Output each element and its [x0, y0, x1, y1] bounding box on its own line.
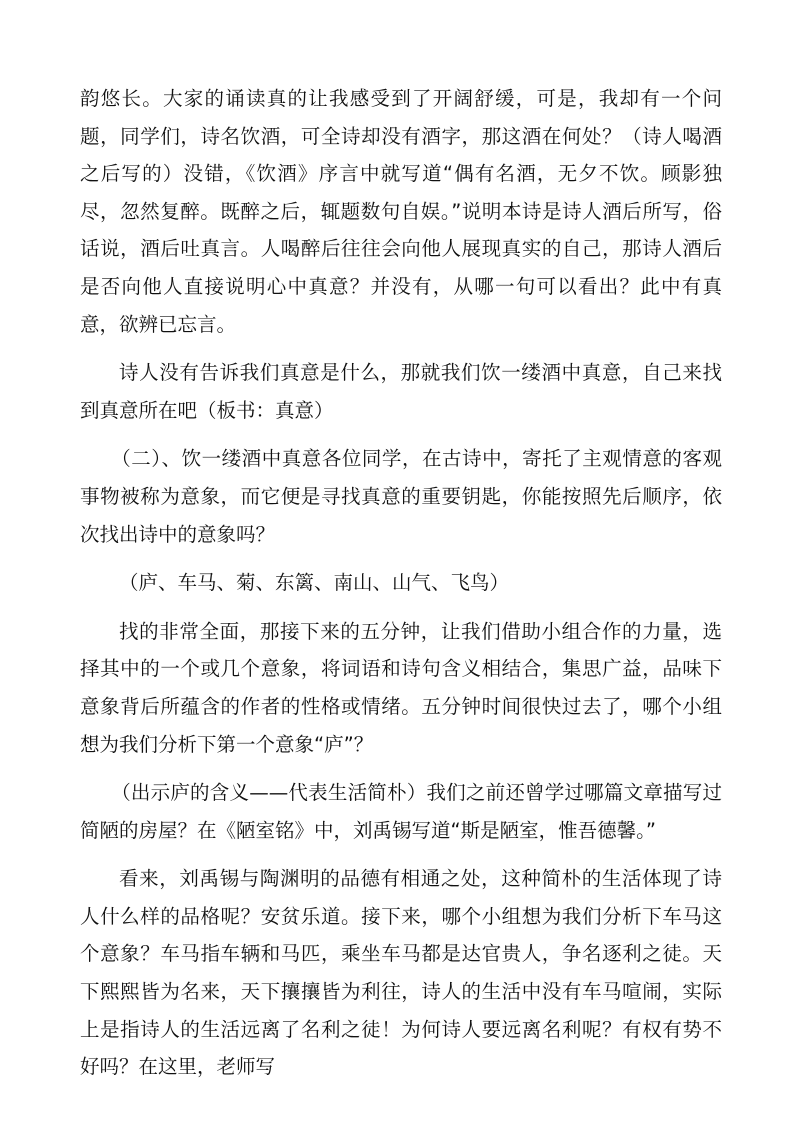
paragraph-gap: [80, 553, 722, 564]
document-body: [80, 80, 722, 1086]
paragraph-gap: [80, 429, 722, 440]
paragraph-4: （庐、车马、菊、东篱、南山、山气、飞鸟）: [119, 571, 510, 595]
paragraph-gap: [80, 343, 722, 354]
paragraph-5: 找的非常全面，那接下来的五分钟，让我们借助小组合作的力量，选择其中的一个或几个意象，将词语和诗句含义相结合，集思广益，品味下意象背后所蕴含的作者的性格或情绪。五分钟时间很快过去了，哪个小组想为我们分析下第一个意象“庐”？: [80, 619, 722, 756]
paragraph-gap: [80, 849, 722, 860]
paragraph-gap: [80, 763, 722, 774]
paragraph-1: 韵悠长。大家的诵读真的让我感受到了开阔舒缓，可是，我却有一个问题，同学们，诗名饮酒，可全诗却没有酒字，那这酒在何处？（诗人喝酒之后写的）没错，《饮酒》序言中就写道“偶有名酒，无夕不饮。顾影独尽，忽然复醉。既醉之后，辄题数句自娱。”说明本诗是诗人酒后所写，俗话说，酒后吐真言。人喝醉后往往会向他人展现真实的自己，那诗人酒后是否向他人直接说明心中真意？并没有，从哪一句可以看出？此中有真意，欲辨已忘言。: [80, 87, 722, 336]
paragraph-gap: [80, 602, 722, 613]
paragraph-6: （出示庐的含义——代表生活简朴）我们之前还曾学过哪篇文章描写过简陋的房屋？在《陋室铭》中，刘禹锡写道“斯是陋室，惟吾德馨。”: [80, 781, 722, 842]
paragraph-3: （二）、饮一缕酒中真意各位同学，在古诗中，寄托了主观情意的客观事物被称为意象，而它便是寻找真意的重要钥匙，你能按照先后顺序，依次找出诗中的意象吗？: [80, 447, 722, 546]
paragraph-7: 看来，刘禹锡与陶渊明的品德有相通之处，这种简朴的生活体现了诗人什么样的品格呢？安贫乐道。接下来，哪个小组想为我们分析下车马这个意象？车马指车辆和马匹，乘坐车马都是达官贵人，争名逐利之徒。天下熙熙皆为名来，天下攘攘皆为利往，诗人的生活中没有车马喧闹，实际上是指诗人的生活远离了名利之徒！为何诗人要远离名利呢？有权有势不好吗？在这里，老师写: [80, 867, 722, 1079]
paragraph-2: 诗人没有告诉我们真意是什么，那就我们饮一缕酒中真意，自己来找到真意所在吧（板书：真意）: [80, 361, 722, 422]
